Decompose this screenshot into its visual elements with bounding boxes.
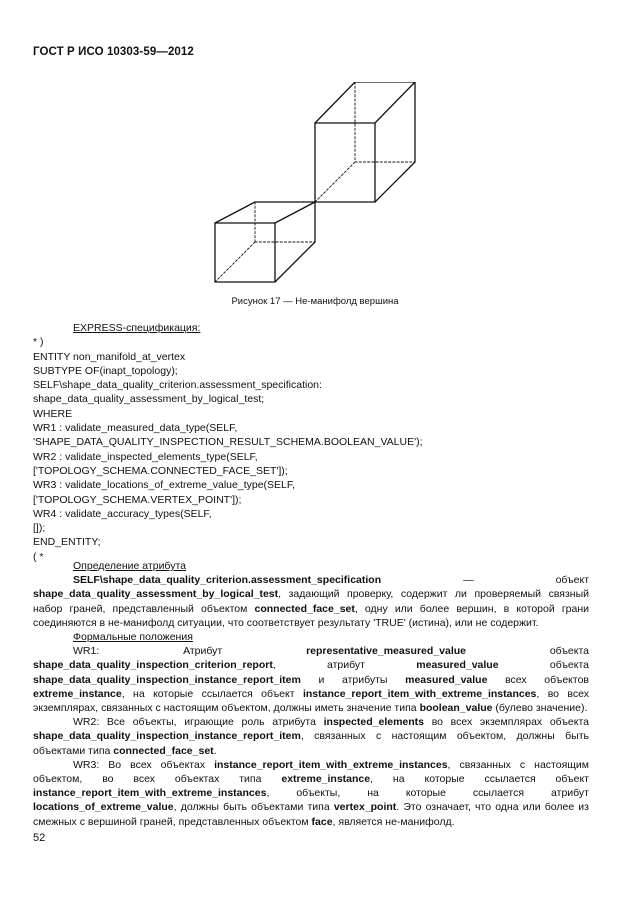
attribute-definition-heading: Определение атрибута — [73, 560, 186, 572]
code-line: WR4 : validate_accuracy_types(SELF, — [33, 507, 212, 520]
express-specification — [33, 321, 593, 564]
code-line: ['TOPOLOGY_SCHEMA.CONNECTED_FACE_SET']); — [33, 464, 288, 477]
code-line: WHERE — [33, 407, 73, 420]
lower-cube-hidden-edges — [215, 202, 315, 282]
page-number: 52 — [33, 832, 46, 844]
code-line: ( * — [33, 550, 44, 563]
non-manifold-vertex-figure — [205, 82, 435, 292]
rule-wr2-paragraph: WR2: Все объекты, играющие роль атрибута inspected_elements во всех экземплярах объекта shape_data_quality_inspection_instance_report_item, связанных с настоящим объектом, должны быть объектами типа connected_face_set. — [33, 716, 589, 757]
code-line: shape_data_quality_assessment_by_logical_test; — [33, 393, 265, 406]
code-line: END_ENTITY; — [33, 536, 101, 549]
code-line: []); — [33, 522, 46, 535]
figure-caption: Рисунок 17 — Не-манифолд вершина — [231, 296, 399, 307]
code-line: 'SHAPE_DATA_QUALITY_INSPECTION_RESULT_SCHEMA.BOOLEAN_VALUE'); — [33, 436, 423, 449]
code-line: ENTITY non_manifold_at_vertex — [33, 350, 186, 363]
code-line: SUBTYPE OF(inapt_topology); — [33, 364, 178, 377]
code-line: * ) — [33, 336, 44, 349]
code-line: WR2 : validate_inspected_elements_type(SELF, — [33, 450, 258, 463]
upper-cube-hidden-edges — [315, 82, 415, 202]
attribute-definition-paragraph: SELF\shape_data_quality_criterion.assessment_specification — объект shape_data_quality_assessment_by_logical_test, задающий проверку, содержит ли проверяемый связный набор граней, представленный объектом connected_face_set, одну или более вершин, в которой грани соединяются в не-манифолд ситуации, что соответствует результату 'TRUE' (истина), или не содержит. — [33, 574, 590, 629]
upper-cube — [315, 82, 415, 202]
express-heading: EXPRESS-спецификация: — [73, 322, 201, 334]
rule-wr3-paragraph: WR3: Во всех объектах instance_report_item_with_extreme_instances, связанных с настоящим объектом, во всех объектах типа extreme_instance, на которые ссылается объект instance_report_item_with_extreme_instances, объекты, на которые ссылается атрибут locations_of_extreme_value, должны быть объектами типа vertex_point. Это означает, что одна или более из смежных с вершиной граней, представленных объектом face, является не-манифолд. — [33, 758, 589, 828]
formal-propositions-heading: Формальные положения — [73, 631, 193, 644]
attribute-and-rules-section — [33, 559, 589, 829]
code-line: SELF\shape_data_quality_criterion.assessment_specification: — [33, 379, 322, 392]
document-header: ГОСТ Р ИСО 10303-59—2012 — [33, 46, 194, 58]
rule-wr1-paragraph: WR1: Атрибут representative_measured_value объекта shape_data_quality_inspection_criterion_report, атрибут measured_value объекта shape_data_quality_inspection_instance_report_item и атрибуты measured_value всех объектов extreme_instance, на которые ссылается объект instance_report_item_with_extreme_instances, во всех экземплярах, связанных с настоящим объектом, должны иметь значение типа boolean_value (булево значение). — [33, 645, 589, 715]
code-line: ['TOPOLOGY_SCHEMA.VERTEX_POINT']); — [33, 493, 242, 506]
code-line: WR3 : validate_locations_of_extreme_value_type(SELF, — [33, 479, 296, 492]
code-line: WR1 : validate_measured_data_type(SELF, — [33, 422, 238, 435]
